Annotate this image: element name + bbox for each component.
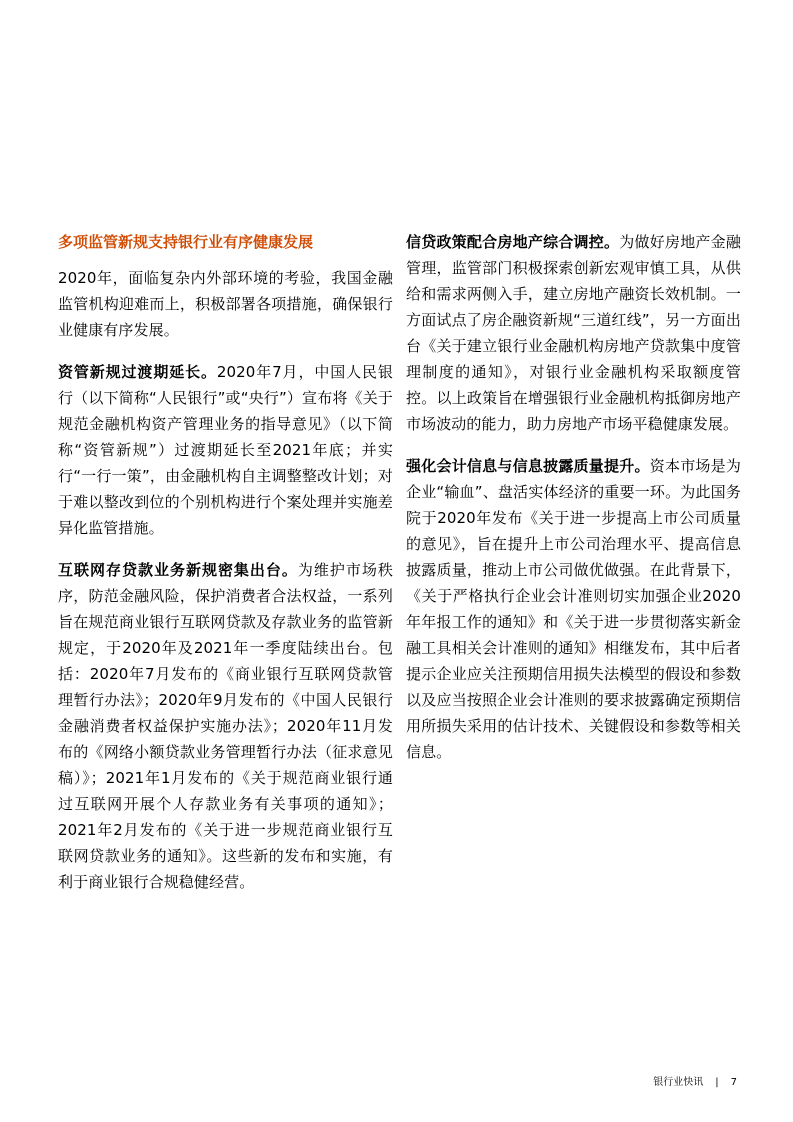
paragraph-body: 为做好房地产金融管理，监管部门积极探索创新宏观审慎工具，从供给和需求两侧入手，建立房地产融资长效机制。一方面试点了房企融资新规“三道红线”，另一方面出台《关于建立银行业金融机构房地产贷款集中度管理制度的通知》，对银行业金融机构采取额度管控。以上政策旨在增强银行业金融机构抵御房地产市场波动的能力，助力房地产市场平稳健康发展。 (406, 233, 741, 433)
page-footer (653, 1076, 737, 1090)
footer-separator: | (715, 1077, 719, 1088)
paragraph-lead: 信贷政策配合房地产综合调控。 (406, 233, 620, 251)
paragraph-lead: 强化会计信息与信息披露质量提升。 (406, 457, 650, 475)
paragraph-accounting-disclosure (406, 453, 741, 765)
left-column (58, 229, 393, 911)
paragraph-body: 2020年7月，中国人民银行（以下简称“人民银行”或“央行”）宣布将《关于规范金融机构资产管理业务的指导意见》（以下简称“资管新规”）过渡期延长至2021年底；并实行“一行一策”，由金融机构自主调整整改计划；对于难以整改到位的个别机构进行个案处理并实施差异化监管措施。 (58, 363, 393, 537)
paragraph-body: 资本市场是为企业“输血”、盘活实体经济的重要一环。为此国务院于2020年发布《关于进一步提高上市公司质量的意见》，旨在提升上市公司治理水平、提高信息披露质量，推动上市公司做优做强。在此背景下，《关于严格执行企业会计准则切实加强企业2020年年报工作的通知》和《关于进一步贯彻落实新金融工具相关会计准则的通知》相继发布，其中后者提示企业应关注预期信用损失法模型的假设和参数以及应当按照企业会计准则的要求披露确定预期信用所损失采用的估计技术、关键假设和参数等相关信息。 (406, 457, 741, 761)
paragraph-credit-policy (406, 229, 741, 437)
right-column (406, 229, 741, 781)
page-number: 7 (730, 1077, 737, 1088)
publication-name: 银行业快讯 (653, 1077, 704, 1088)
paragraph-internet-deposit-loan (58, 557, 393, 895)
section-heading: 多项监管新规支持银行业有序健康发展 (58, 233, 314, 251)
paragraph-lead: 资管新规过渡期延长。 (58, 363, 217, 381)
paragraph-asset-management (58, 359, 393, 541)
paragraph-body: 为维护市场秩序，防范金融风险，保护消费者合法权益，一系列旨在规范商业银行互联网贷款及存款业务的监管新规定，于2020年及2021年一季度陆续出台。包括：2020年7月发布的《商业银行互联网贷款管理暂行办法》；2020年9月发布的《中国人民银行金融消费者权益保护实施办法》；2020年11月发布的《网络小额贷款业务管理暂行办法（征求意见稿）》；2021年1月发布的《关于规范商业银行通过互联网开展个人存款业务有关事项的通知》；2021年2月发布的《关于进一步规范商业银行互联网贷款业务的通知》。这些新的发布和实施，有利于商业银行合规稳健经营。 (58, 561, 393, 891)
paragraph-lead: 互联网存贷款业务新规密集出台。 (58, 561, 298, 579)
intro-paragraph: 2020年，面临复杂内外部环境的考验，我国金融监管机构迎难而上，积极部署各项措施，确保银行业健康有序发展。 (58, 269, 393, 339)
